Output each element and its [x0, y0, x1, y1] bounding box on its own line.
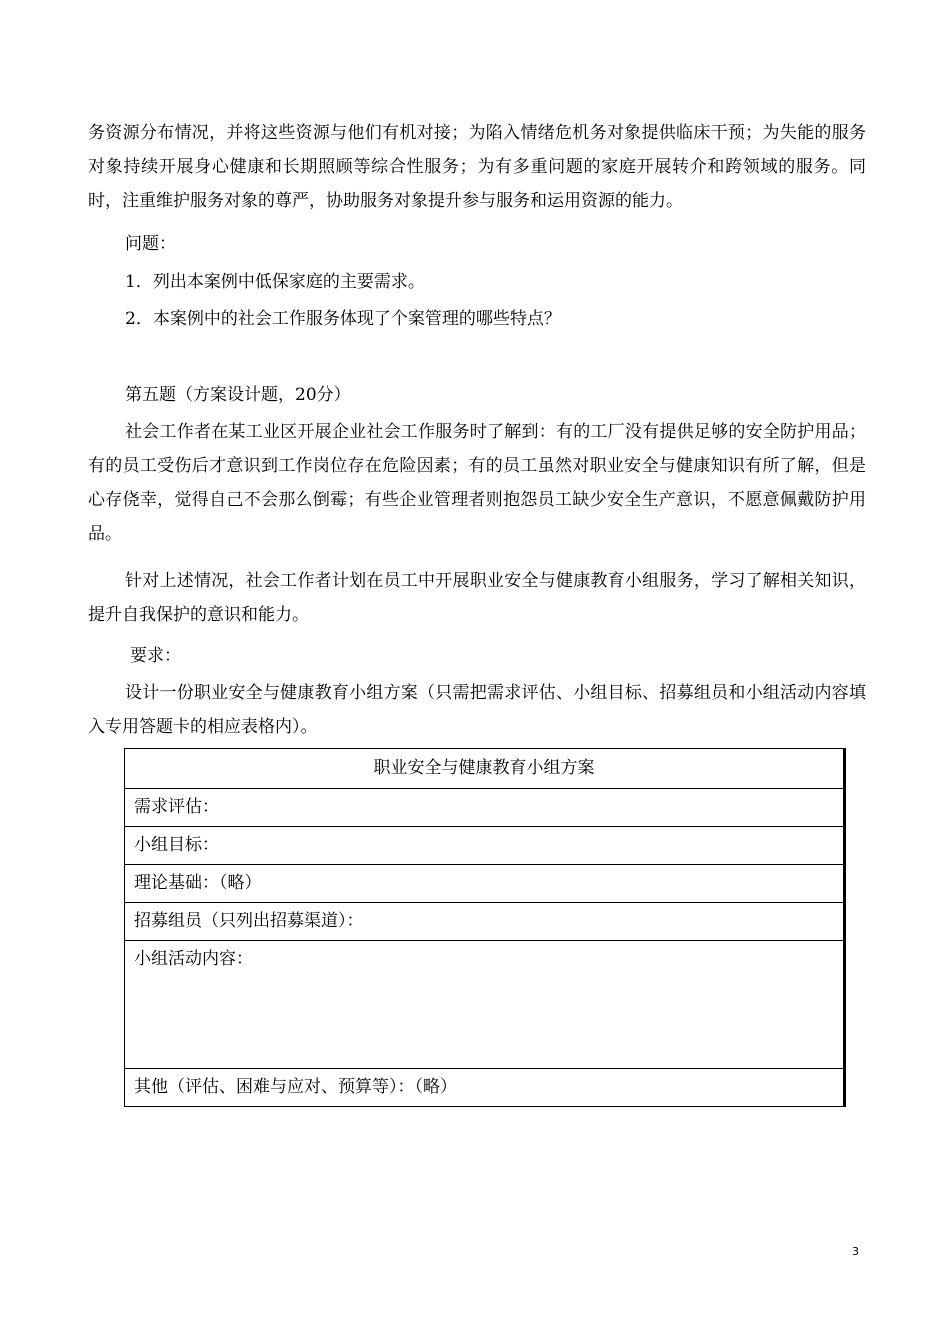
- form-title: 职业安全与健康教育小组方案: [373, 758, 595, 778]
- form-row-activities: 小组活动内容：: [125, 940, 843, 1068]
- form-row-other: 其他（评估、困难与应对、预算等）：（略）: [125, 1068, 843, 1106]
- form-row-group-goals: 小组目标：: [125, 826, 843, 864]
- question-1: 1．列出本案例中低保家庭的主要需求。: [125, 272, 425, 292]
- requirement-text: 设计一份职业安全与健康教育小组方案（只需把需求评估、小组目标、招募组员和小组活动内容填入专用答题卡的相应表格内）。: [88, 683, 866, 737]
- questions-heading: 问题：: [125, 234, 176, 254]
- form-row-theory: 理论基础：（略）: [125, 864, 843, 902]
- section5-paragraph-1: 社会工作者在某工业区开展企业社会工作服务时了解到：有的工厂没有提供足够的安全防护用品；有的员工受伤后才意识到工作岗位存在危险因素；有的员工虽然对职业安全与健康知识有所了解，但是心存侥幸，觉得自己不会那么倒霉；有些企业管理者则抱怨员工缺少安全生产意识，不愿意佩戴防护用品。: [88, 422, 866, 544]
- section5-title: 第五题（方案设计题，20分）: [125, 385, 351, 405]
- intro-paragraph: 务资源分布情况，并将这些资源与他们有机对接；为陷入情绪危机务对象提供临床干预；为失能的服务对象持续开展身心健康和长期照顾等综合性服务；为有多重问题的家庭开展转介和跨领域的服务。同时，注重维护服务对象的尊严，协助服务对象提升参与服务和运用资源的能力。: [88, 123, 866, 211]
- group-plan-form: [124, 748, 846, 1107]
- form-row-recruitment: 招募组员（只列出招募渠道）：: [125, 902, 843, 940]
- requirement-heading: 要求：: [130, 646, 181, 666]
- question-2: 2．本案例中的社会工作服务体现了个案管理的哪些特点？: [125, 309, 561, 329]
- form-row-needs-assessment: 需求评估：: [125, 788, 843, 826]
- section5-paragraph-2: 针对上述情况，社会工作者计划在员工中开展职业安全与健康教育小组服务，学习了解相关知识，提升自我保护的意识和能力。: [88, 571, 866, 625]
- page-number: 3: [852, 1245, 859, 1258]
